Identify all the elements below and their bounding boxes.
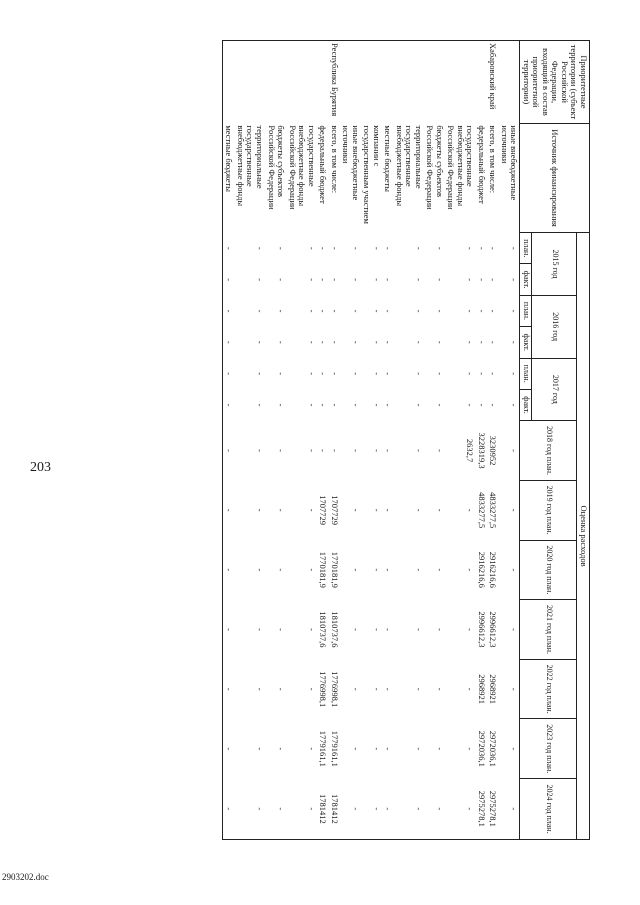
value-cell: - xyxy=(255,687,266,691)
value-cell: - xyxy=(350,372,361,376)
territory-cell xyxy=(361,41,382,124)
value-cell: - xyxy=(476,309,487,313)
value-cell: - xyxy=(476,246,487,250)
value-cell: - xyxy=(445,779,476,840)
value-cell: - xyxy=(255,747,266,751)
value-cell: - xyxy=(371,747,382,751)
value-cell: - xyxy=(509,747,520,751)
value-cell: - xyxy=(329,372,340,376)
year-header-2020: 2020 год план. xyxy=(520,540,577,600)
year-header-2016: 2016 год xyxy=(532,295,577,358)
value-cell: - xyxy=(434,372,445,376)
value-cell: - xyxy=(306,403,317,407)
expenditure-table xyxy=(222,40,590,840)
value-cell: - xyxy=(413,372,424,376)
estimate-header: Оценка расходов xyxy=(577,233,590,840)
value-cell: - xyxy=(306,747,317,751)
value-cell: - xyxy=(222,295,234,326)
value-cell: - xyxy=(465,309,476,313)
value-cell: - xyxy=(306,508,317,512)
value-cell: - xyxy=(383,508,394,512)
value-cell: - xyxy=(465,687,476,691)
value-cell: - xyxy=(255,340,266,344)
plan-header: план. xyxy=(520,295,532,326)
value-cell: - xyxy=(488,403,499,407)
value-cell: 1779161,1 xyxy=(318,730,329,767)
value-cell: - xyxy=(383,449,394,452)
territory-cell xyxy=(424,41,445,124)
value-cell: - xyxy=(350,246,361,250)
source-cell: федеральный бюджет xyxy=(476,125,487,204)
year-header-2017: 2017 год xyxy=(532,358,577,421)
value-cell: - xyxy=(509,508,520,512)
value-cell: - xyxy=(413,246,424,250)
territory-cell xyxy=(498,41,520,124)
value-cell: - xyxy=(255,449,266,452)
value-cell: - xyxy=(306,340,317,344)
source-cell: всего, в том числе: xyxy=(329,125,340,194)
table-row xyxy=(234,41,265,840)
value-cell: - xyxy=(276,449,287,452)
value-cell: - xyxy=(383,372,394,376)
source-cell: федеральный бюджет xyxy=(318,125,329,204)
value-cell: 1810737,6 xyxy=(318,611,329,648)
value-cell: - xyxy=(276,372,287,376)
table-row xyxy=(286,41,317,840)
value-cell: 2996612,3 xyxy=(488,611,499,648)
value-cell: - xyxy=(255,403,266,407)
value-cell: - xyxy=(413,278,424,282)
value-cell: 4833277,5 xyxy=(476,492,487,529)
value-cell: - xyxy=(255,628,266,631)
value-cell: - xyxy=(383,628,394,631)
value-cell: - xyxy=(329,449,340,452)
territory-cell xyxy=(382,41,394,124)
value-cell: - xyxy=(329,309,340,313)
value-cell: - xyxy=(318,372,329,376)
value-cell: 2968921 xyxy=(476,674,487,705)
value-cell: - xyxy=(488,246,499,250)
value-cell: - xyxy=(434,687,445,691)
value-cell: - xyxy=(276,687,287,691)
territory-cell: Хабаровский край xyxy=(487,41,499,124)
territory-cell xyxy=(286,41,317,124)
value-cell: - xyxy=(286,779,317,840)
value-cell: - xyxy=(488,372,499,376)
table-row xyxy=(393,41,424,840)
value-cell: - xyxy=(222,659,234,719)
value-cell: - xyxy=(318,403,329,407)
value-cell: - xyxy=(318,340,329,344)
value-cell: - xyxy=(371,372,382,376)
territory-cell xyxy=(265,41,286,124)
value-cell: - xyxy=(509,449,520,452)
value-cell: - xyxy=(413,340,424,344)
value-cell: - xyxy=(340,779,361,840)
value-cell: - xyxy=(371,309,382,313)
value-cell: 2975278,1 xyxy=(475,779,487,840)
source-cell: местные бюджеты xyxy=(222,123,234,232)
source-cell: иные внебюджетные источники xyxy=(341,125,361,201)
value-cell: - xyxy=(476,372,487,376)
value-cell: 2972036,1 xyxy=(488,730,499,767)
value-cell: - xyxy=(434,449,445,452)
value-cell: - xyxy=(383,278,394,282)
table-row xyxy=(475,41,487,840)
value-cell: - xyxy=(276,628,287,631)
value-cell: - xyxy=(509,372,520,376)
plan-header: план. xyxy=(520,358,532,389)
value-cell: - xyxy=(488,278,499,282)
value-cell: - xyxy=(498,779,520,840)
value-cell: - xyxy=(383,568,394,572)
value-cell: - xyxy=(371,246,382,250)
value-cell: - xyxy=(434,340,445,344)
year-header-2023: 2023 год план. xyxy=(520,719,577,779)
value-cell: - xyxy=(276,568,287,572)
year-header-2018: 2018 год план. xyxy=(520,421,577,481)
value-cell: - xyxy=(276,403,287,407)
year-header-2019: 2019 год план. xyxy=(520,480,577,540)
value-cell: - xyxy=(413,403,424,407)
value-cell: - xyxy=(434,568,445,572)
value-cell: - xyxy=(255,508,266,512)
table-row xyxy=(424,41,445,840)
value-cell: 3230952 xyxy=(488,435,499,466)
value-cell: - xyxy=(509,687,520,691)
value-cell: - xyxy=(371,449,382,452)
table-row xyxy=(445,41,476,840)
value-cell: - xyxy=(424,779,445,840)
value-cell: - xyxy=(465,628,476,631)
table-row xyxy=(498,41,520,840)
source-cell: бюджеты субъектов Российской Федерации xyxy=(266,125,287,210)
value-cell: - xyxy=(509,403,520,407)
value-cell: - xyxy=(276,747,287,751)
value-cell: - xyxy=(318,449,329,452)
table-row xyxy=(317,41,329,840)
value-cell: - xyxy=(465,403,476,407)
year-header-2015: 2015 год xyxy=(532,233,577,296)
value-cell: - xyxy=(222,358,234,389)
value-cell: - xyxy=(222,719,234,779)
value-cell: - xyxy=(371,403,382,407)
territory-cell xyxy=(234,41,265,124)
fact-header: факт. xyxy=(520,389,532,420)
table-row xyxy=(328,41,340,840)
value-cell: 1779161,1 xyxy=(329,730,340,767)
value-cell: - xyxy=(413,309,424,313)
source-cell: иные внебюджетные источники xyxy=(499,125,520,201)
value-cell: 1781412 xyxy=(317,779,329,840)
value-cell: - xyxy=(509,340,520,344)
value-cell: - xyxy=(434,747,445,751)
value-cell: - xyxy=(350,278,361,282)
value-cell: 1776998,1 xyxy=(329,671,340,708)
value-cell: - xyxy=(329,340,340,344)
territory-header: Приоритетные территории (субъект Российской Федерации, входящий в состав приоритетной территории) xyxy=(520,41,590,124)
value-cell: - xyxy=(383,340,394,344)
value-cell: - xyxy=(434,628,445,631)
value-cell: - xyxy=(255,372,266,376)
table-row xyxy=(265,41,286,840)
value-cell: - xyxy=(276,340,287,344)
table-row xyxy=(382,41,394,840)
value-cell: - xyxy=(383,403,394,407)
territory-cell: Республика Бурятия xyxy=(328,41,340,124)
value-cell: - xyxy=(434,246,445,250)
value-cell: 2916216,6 xyxy=(488,551,499,588)
value-cell: - xyxy=(465,246,476,250)
rotated-table-container xyxy=(50,40,590,840)
table-row xyxy=(340,41,361,840)
value-cell: - xyxy=(434,278,445,282)
value-cell: - xyxy=(476,278,487,282)
value-cell: - xyxy=(306,568,317,572)
value-cell: 1707729 xyxy=(318,495,329,526)
source-cell: местные бюджеты xyxy=(383,125,394,192)
value-cell: - xyxy=(383,747,394,751)
value-cell: 1707729 xyxy=(329,495,340,526)
value-cell: 1776998,1 xyxy=(318,671,329,708)
value-cell: - xyxy=(350,628,361,631)
value-cell: - xyxy=(306,687,317,691)
value-cell: - xyxy=(393,779,424,840)
value-cell: - xyxy=(350,687,361,691)
value-cell: - xyxy=(329,403,340,407)
value-cell: - xyxy=(350,568,361,572)
value-cell: - xyxy=(255,568,266,572)
value-cell: - xyxy=(413,747,424,751)
value-cell: - xyxy=(222,327,234,358)
value-cell: - xyxy=(509,309,520,313)
value-cell: - xyxy=(222,779,234,840)
value-cell: - xyxy=(413,687,424,691)
territory-cell xyxy=(475,41,487,124)
year-header-2021: 2021 год план. xyxy=(520,600,577,660)
value-cell: - xyxy=(465,278,476,282)
source-cell: бюджеты субъектов Российской Федерации xyxy=(425,125,445,210)
source-cell: территориальные государственные внебюджетные фонды xyxy=(394,125,424,207)
value-cell: - xyxy=(371,340,382,344)
plan-header: план. xyxy=(520,233,532,264)
source-cell: государственные внебюджетные фонды Российской Федерации xyxy=(287,125,317,210)
value-cell: - xyxy=(222,233,234,264)
value-cell: 2975278,1 xyxy=(487,779,499,840)
value-cell: - xyxy=(318,309,329,313)
value-cell: - xyxy=(306,278,317,282)
value-cell: - xyxy=(255,309,266,313)
territory-cell xyxy=(222,41,234,124)
value-cell: 3228319,3 xyxy=(476,432,487,469)
value-cell: - xyxy=(382,779,394,840)
value-cell: - xyxy=(413,568,424,572)
value-cell: - xyxy=(265,779,286,840)
value-cell: - xyxy=(222,264,234,295)
value-cell: - xyxy=(371,508,382,512)
value-cell: - xyxy=(306,372,317,376)
value-cell: - xyxy=(329,246,340,250)
value-cell: - xyxy=(276,309,287,313)
value-cell: - xyxy=(350,508,361,512)
value-cell: - xyxy=(371,687,382,691)
value-cell: - xyxy=(255,246,266,250)
value-cell: - xyxy=(350,340,361,344)
value-cell: - xyxy=(371,278,382,282)
value-cell: - xyxy=(509,246,520,250)
territory-cell xyxy=(445,41,476,124)
value-cell: - xyxy=(329,278,340,282)
value-cell: 2632,7 xyxy=(465,438,476,463)
table-row xyxy=(222,41,234,840)
value-cell: - xyxy=(488,309,499,313)
value-cell: - xyxy=(434,403,445,407)
source-cell: всего, в том числе: xyxy=(488,125,499,194)
value-cell: - xyxy=(306,449,317,452)
value-cell: - xyxy=(306,246,317,250)
value-cell: - xyxy=(222,480,234,540)
territory-cell xyxy=(317,41,329,124)
value-cell: - xyxy=(306,309,317,313)
source-cell: компании с государственным участием xyxy=(362,125,382,224)
year-header-2024: 2024 год план. xyxy=(520,779,577,840)
value-cell: 2972036,1 xyxy=(476,730,487,767)
value-cell: - xyxy=(255,278,266,282)
fact-header: факт. xyxy=(520,327,532,358)
value-cell: 2916216,6 xyxy=(476,551,487,588)
footer-doc-code: 2903202.doc xyxy=(2,872,49,882)
territory-cell xyxy=(340,41,361,124)
value-cell: - xyxy=(222,540,234,600)
table-row xyxy=(361,41,382,840)
value-cell: - xyxy=(413,628,424,631)
value-cell: - xyxy=(371,628,382,631)
value-cell: 2996612,3 xyxy=(476,611,487,648)
value-cell: - xyxy=(361,779,382,840)
year-header-2022: 2022 год план. xyxy=(520,659,577,719)
value-cell: - xyxy=(434,309,445,313)
fact-header: факт. xyxy=(520,264,532,295)
value-cell: 1770181,9 xyxy=(329,551,340,588)
value-cell: - xyxy=(488,340,499,344)
value-cell: - xyxy=(465,568,476,572)
value-cell: - xyxy=(350,449,361,452)
value-cell: - xyxy=(509,278,520,282)
value-cell: - xyxy=(465,372,476,376)
value-cell: - xyxy=(318,246,329,250)
value-cell: 1810737,6 xyxy=(329,611,340,648)
value-cell: - xyxy=(276,246,287,250)
value-cell: - xyxy=(222,600,234,660)
value-cell: 2968921 xyxy=(488,674,499,705)
value-cell: 1781412 xyxy=(328,779,340,840)
value-cell: - xyxy=(465,508,476,512)
source-cell: государственные внебюджетные фонды Российской Федерации xyxy=(446,125,476,210)
value-cell: - xyxy=(350,403,361,407)
value-cell: 4833277,5 xyxy=(488,492,499,529)
value-cell: - xyxy=(222,389,234,420)
page-number: 203 xyxy=(30,460,51,475)
value-cell: - xyxy=(476,403,487,407)
value-cell: - xyxy=(276,278,287,282)
value-cell: - xyxy=(350,309,361,313)
table-row xyxy=(487,41,499,840)
value-cell: - xyxy=(476,340,487,344)
value-cell: - xyxy=(413,449,424,452)
value-cell: - xyxy=(383,309,394,313)
value-cell: - xyxy=(465,340,476,344)
source-cell: территориальные государственные внебюджетные фонды xyxy=(235,125,266,207)
value-cell: - xyxy=(465,747,476,751)
value-cell: 1770181,9 xyxy=(318,551,329,588)
source-header: Источник финансирования xyxy=(520,123,590,232)
value-cell: - xyxy=(371,568,382,572)
value-cell: - xyxy=(509,628,520,631)
value-cell: - xyxy=(434,508,445,512)
value-cell: - xyxy=(350,747,361,751)
territory-cell xyxy=(393,41,424,124)
value-cell: - xyxy=(222,421,234,481)
value-cell: - xyxy=(234,779,265,840)
value-cell: - xyxy=(306,628,317,631)
value-cell: - xyxy=(276,508,287,512)
table-body xyxy=(222,41,519,840)
value-cell: - xyxy=(383,687,394,691)
value-cell: - xyxy=(413,508,424,512)
table-area xyxy=(50,40,590,840)
value-cell: - xyxy=(383,246,394,250)
value-cell: - xyxy=(318,278,329,282)
value-cell: - xyxy=(509,568,520,572)
